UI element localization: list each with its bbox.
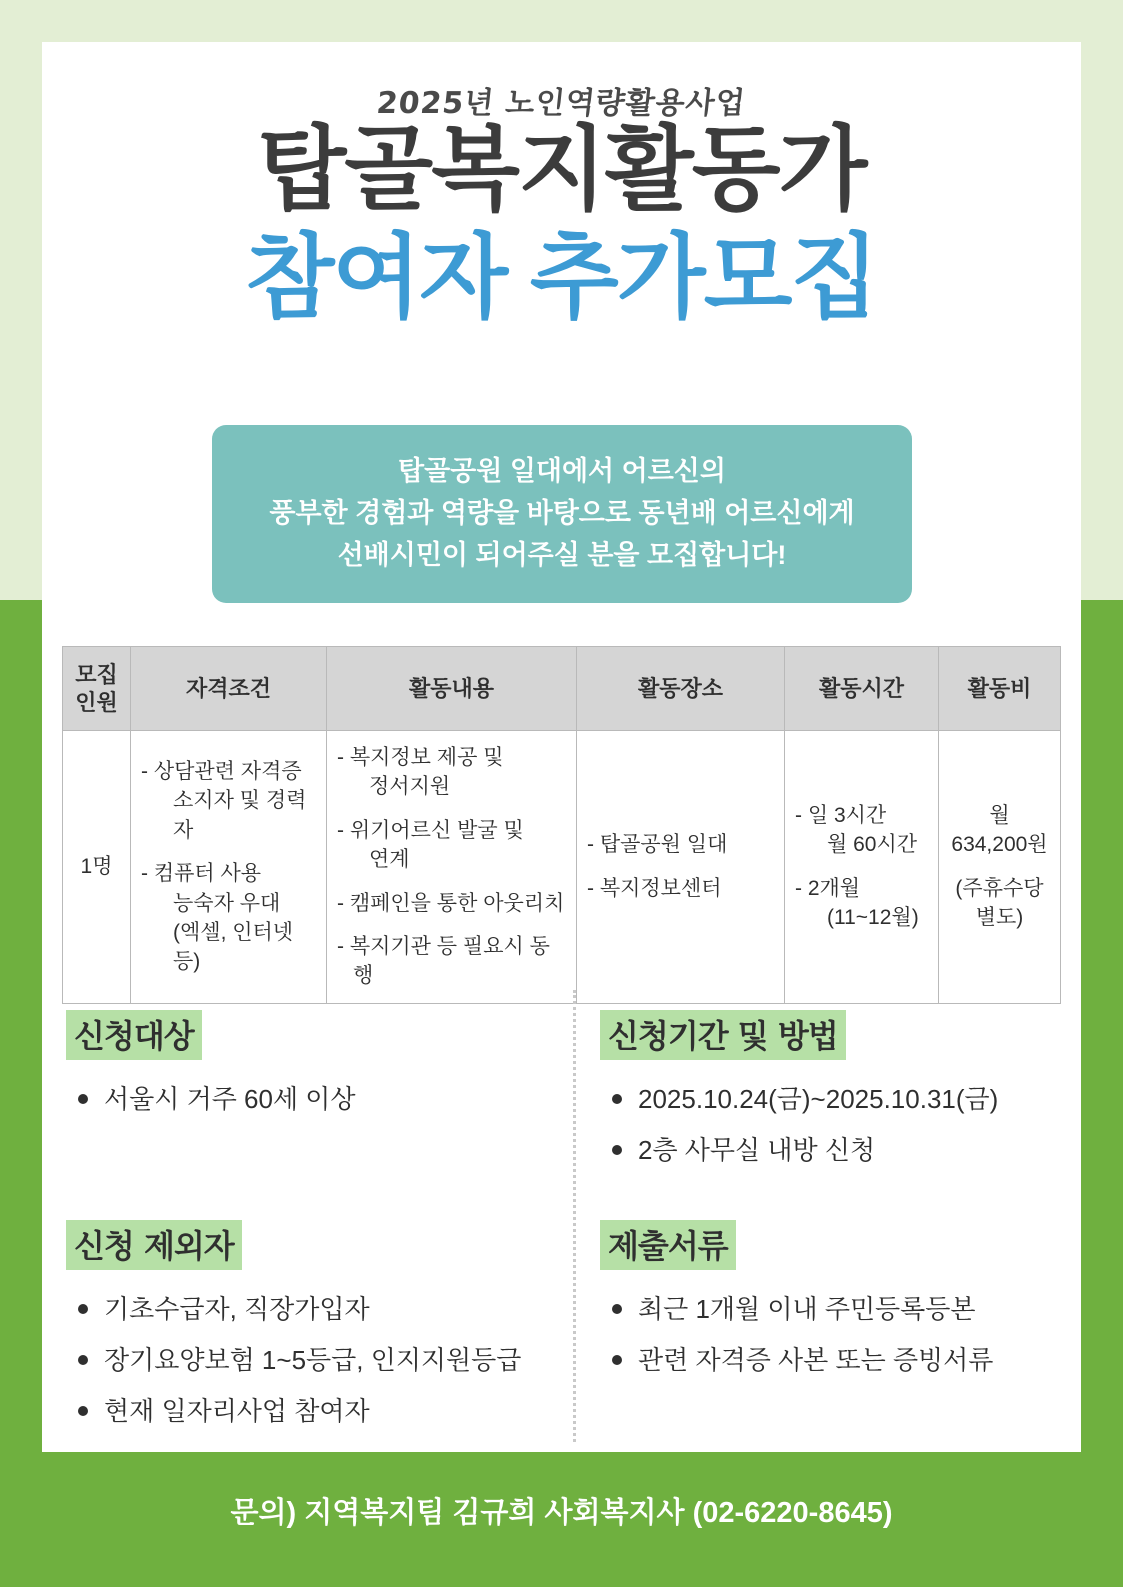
list-item <box>141 859 316 977</box>
list-item: 2025.10.24(금)~2025.10.31(금) <box>600 1082 1060 1117</box>
section-documents-list <box>600 1292 1060 1378</box>
poster-title-line2: 참여자 추가모집 <box>245 227 878 329</box>
poster-kicker: 2025년 노인역량활용사업 <box>374 86 748 121</box>
pay-line-2: 634,200원 <box>951 833 1048 857</box>
pay-line-3: (주휴수당 <box>955 876 1044 900</box>
table-header-row <box>63 647 1061 731</box>
list-item: 장기요양보험 1~5등급, 인지지원등급 <box>66 1343 526 1378</box>
list-item: - 탑골공원 일대 <box>587 833 728 857</box>
list-item <box>337 816 566 875</box>
time-1-sub: 월 60시간 <box>827 833 918 857</box>
section-excluded-heading: 신청 제외자 <box>66 1220 242 1270</box>
table-row <box>63 731 1061 1004</box>
section-documents-heading: 제출서류 <box>600 1220 736 1270</box>
time-2-sub: (11~12월) <box>827 906 919 930</box>
activity-1-sub: 정서지원 <box>369 775 451 799</box>
qualification-2-sub2: (엑셀, 인터넷 등) <box>173 920 294 974</box>
pay-line-4: 별도) <box>975 906 1024 930</box>
time-1-main: - 일 3시간 <box>795 804 887 828</box>
th-qualification: 자격조건 <box>131 647 327 731</box>
th-recruit-line1: 모집 <box>75 662 118 687</box>
td-recruit-count: 1명 <box>63 731 131 1004</box>
th-recruit-count <box>63 647 131 731</box>
section-target-heading: 신청대상 <box>66 1010 202 1060</box>
list-item: 기초수급자, 직장가입자 <box>66 1292 526 1327</box>
list-item: 2층 사무실 내방 신청 <box>600 1133 1060 1168</box>
list-item: 현재 일자리사업 참여자 <box>66 1394 526 1429</box>
list-item: 최근 1개월 이내 주민등록등본 <box>600 1292 1060 1327</box>
footer-contact: 문의) 지역복지팀 김규희 사회복지사 (02-6220-8645) <box>230 1497 893 1529</box>
activity-4-main: - 복지기관 등 필요시 동행 <box>337 934 550 988</box>
intro-line-3: 선배시민이 되어주실 분을 모집합니다! <box>337 539 787 570</box>
intro-line-2: 풍부한 경험과 역량을 바탕으로 동년배 어르신에게 <box>269 498 855 529</box>
place-list <box>587 830 774 903</box>
activity-2-main: - 위기어르신 발굴 및 <box>337 818 524 842</box>
section-excluded <box>66 1220 526 1445</box>
th-pay: 활동비 <box>939 647 1061 731</box>
section-period-heading: 신청기간 및 방법 <box>600 1010 846 1060</box>
section-target <box>66 1010 526 1133</box>
intro-line-1: 탑골공원 일대에서 어르신의 <box>397 456 726 487</box>
th-time: 활동시간 <box>785 647 939 731</box>
qualification-2-main: - 컴퓨터 사용 <box>141 862 262 886</box>
activity-3-main: - 캠페인을 통한 아웃리치 <box>337 891 565 915</box>
section-documents <box>600 1220 1060 1394</box>
section-period-list <box>600 1082 1060 1168</box>
activity-2-sub: 연계 <box>369 848 410 872</box>
list-item <box>337 889 566 918</box>
activity-list <box>337 743 566 991</box>
list-item: 관련 자격증 사본 또는 증빙서류 <box>600 1343 1060 1378</box>
td-place <box>577 731 785 1004</box>
time-2-main: - 2개월 <box>795 876 861 900</box>
qualification-list <box>141 757 316 977</box>
list-item <box>141 757 316 845</box>
qualification-2-sub: 능숙자 우대 <box>173 891 281 915</box>
section-target-list <box>66 1082 526 1117</box>
info-table <box>62 646 1061 1004</box>
td-activity <box>327 731 577 1004</box>
column-divider <box>573 990 576 1442</box>
th-recruit-line2: 인원 <box>75 689 118 715</box>
time-list <box>795 801 928 933</box>
list-item <box>795 874 928 933</box>
qualification-1-sub: 소지자 및 경력자 <box>173 789 307 842</box>
section-excluded-list <box>66 1292 526 1429</box>
qualification-1-main: - 상담관련 자격증 <box>141 760 302 783</box>
td-qualification <box>131 731 327 1004</box>
info-table-wrapper <box>62 646 1060 1004</box>
intro-box <box>212 425 912 603</box>
list-item: - 복지정보센터 <box>587 876 722 900</box>
list-item <box>337 743 566 802</box>
list-item <box>337 932 566 991</box>
list-item <box>795 801 928 860</box>
list-item: 서울시 거주 60세 이상 <box>66 1082 526 1117</box>
section-period <box>600 1010 1060 1184</box>
pay-line-1: 월 <box>989 804 1010 828</box>
td-time <box>785 731 939 1004</box>
th-place: 활동장소 <box>577 647 785 731</box>
th-activity: 활동내용 <box>327 647 577 731</box>
poster-title-line1: 탑골복지활동가 <box>257 119 866 221</box>
td-pay <box>939 731 1061 1004</box>
activity-1-main: - 복지정보 제공 및 <box>337 746 504 769</box>
